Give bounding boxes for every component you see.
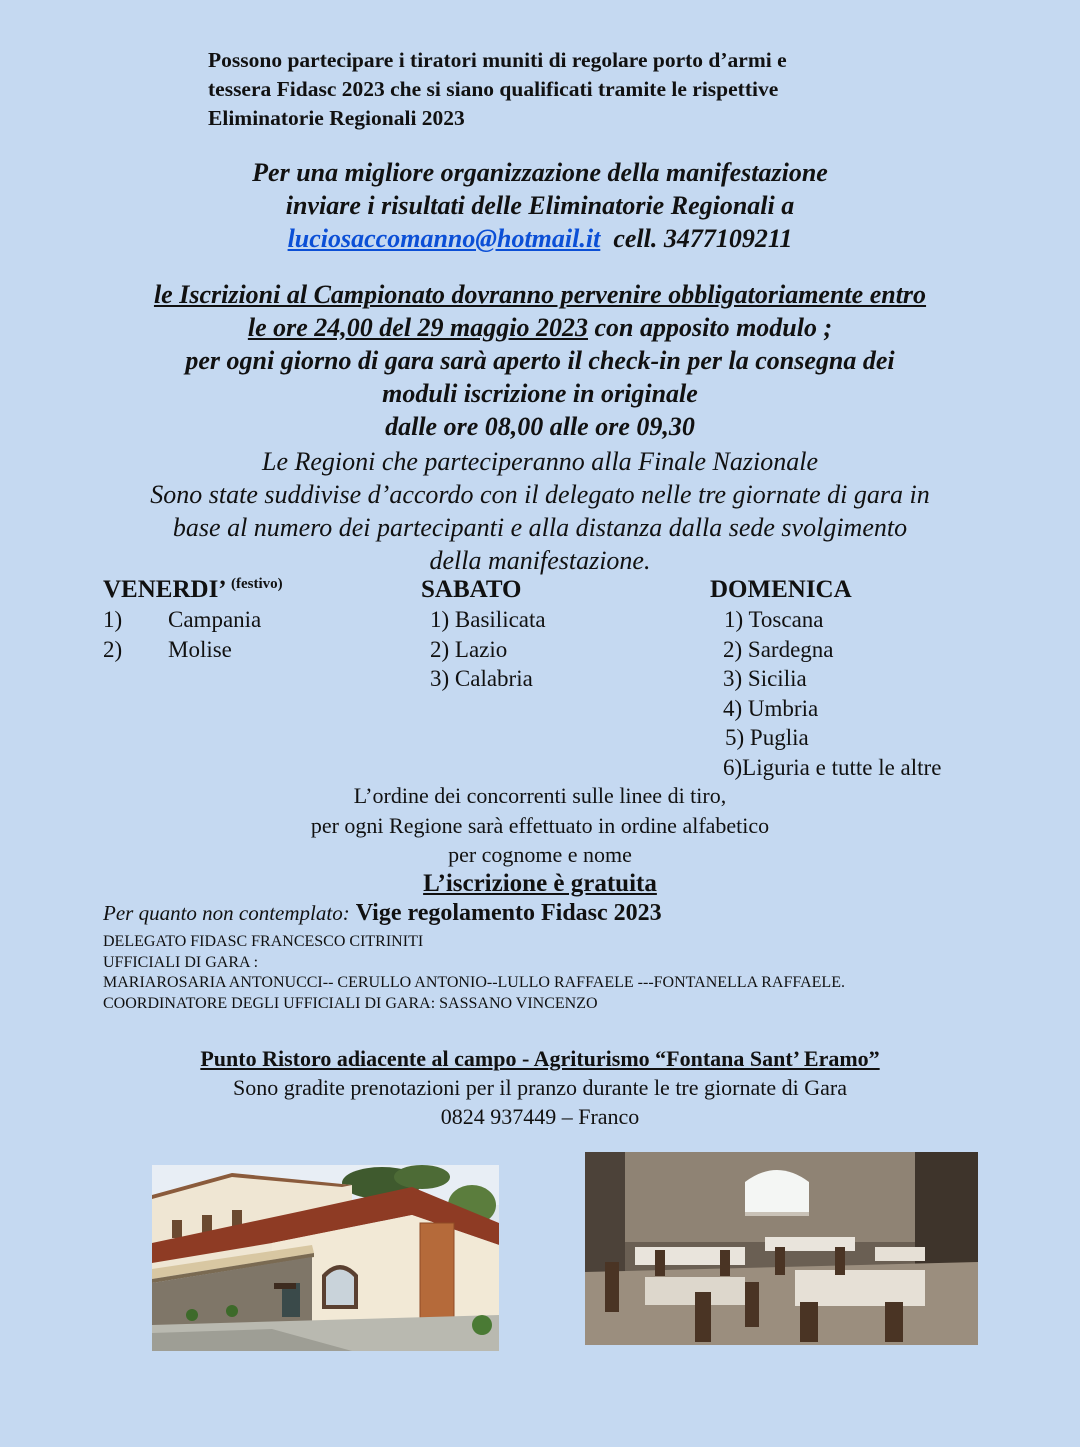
regulation-label: Per quanto non contemplato: [103, 901, 350, 925]
regions-line: Sono state suddivise d’accordo con il delegato nelle tre giornate di gara in [150, 480, 930, 509]
registration-deadline [0, 311, 1080, 344]
venerdi-title [103, 576, 283, 604]
dining-room-photo [585, 1152, 978, 1345]
registration-notice [0, 278, 1080, 443]
festivo-note: (festivo) [231, 576, 283, 592]
restaurant-phone: 0824 937449 – Franco [440, 1104, 640, 1129]
list-item: 6)Liguria e tutte le altre [723, 754, 942, 780]
list-item: 3) Sicilia [723, 666, 807, 691]
sabato-title: SABATO [421, 576, 522, 603]
coordinator-line: COORDINATORE DEGLI UFFICIALI DI GARA: SASSANO VINCENZO [103, 994, 598, 1012]
domenica-title: DOMENICA [710, 576, 852, 603]
registration-line: le Iscrizioni al Campionato dovranno pervenire obbligatoriamente entro [153, 280, 927, 309]
email-link[interactable]: luciosaccomanno@hotmail.it [287, 224, 601, 253]
restaurant-info [0, 1044, 1080, 1131]
item-number: 1) [103, 607, 123, 632]
list-item [103, 605, 261, 635]
officials-block [103, 932, 845, 1014]
checkin-line: per ogni giorno di gara sarà aperto il check-in per la consegna dei [185, 346, 895, 375]
regulation-value: Vige regolamento Fidasc 2023 [355, 900, 662, 926]
item-number: 2) [103, 636, 123, 662]
order-notice [0, 781, 1080, 870]
order-line: L’ordine dei concorrenti sulle linee di tiro, [353, 783, 727, 808]
officials-label: UFFICIALI DI GARA : [103, 953, 259, 971]
intro-line: tessera Fidasc 2023 che si siano qualificati tramite le rispettive [208, 77, 779, 101]
regions-line: Le Regioni che parteciperanno alla Finale Nazionale [261, 447, 819, 476]
restaurant-line: Sono gradite prenotazioni per il pranzo durante le tre giornate di Gara [233, 1075, 847, 1100]
list-item: 2) Lazio [430, 636, 508, 662]
farmhouse-exterior-photo [152, 1165, 499, 1351]
org-line: inviare i risultati delle Eliminatorie Regionali a [285, 191, 795, 220]
list-item: 4) Umbria [723, 695, 819, 721]
contact-line [0, 222, 1080, 255]
cell-number: cell. 3477109211 [613, 224, 793, 253]
intro-line: Possono partecipare i tiratori muniti di regolare porto d’armi e [208, 48, 787, 72]
org-line: Per una migliore organizzazione della manifestazione [252, 158, 828, 187]
regions-line: della manifestazione. [429, 546, 651, 575]
officials-names: MARIAROSARIA ANTONUCCI-- CERULLO ANTONIO--LULLO RAFFAELE ---FONTANELLA RAFFAELE. [103, 974, 845, 991]
delegate-line: DELEGATO FIDASC FRANCESCO CITRINITI [103, 933, 424, 950]
sabato-list [430, 605, 546, 694]
order-line: per cognome e nome [448, 842, 632, 867]
free-registration-heading: L’iscrizione è gratuita [423, 870, 657, 897]
regions-line: base al numero dei partecipanti e alla distanza dalla sede svolgimento [172, 513, 908, 542]
item-region: Campania [168, 607, 262, 632]
item-region: Molise [168, 636, 232, 662]
intro-line: Eliminatorie Regionali 2023 [208, 106, 465, 130]
regulation-line [103, 900, 662, 927]
list-item: 1) Basilicata [430, 607, 546, 632]
order-line: per ogni Regione sarà effettuato in ordine alfabetico [310, 812, 770, 838]
organization-notice [0, 156, 1080, 255]
list-item: 1) Toscana [724, 607, 824, 632]
venerdi-list [103, 605, 261, 664]
checkin-hours: dalle ore 08,00 alle ore 09,30 [385, 412, 695, 441]
list-item: 5) Puglia [725, 725, 809, 750]
venerdi-label: VENERDI’ [103, 576, 225, 603]
list-item: 3) Calabria [430, 666, 533, 691]
intro-paragraph [208, 46, 928, 133]
domenica-list [723, 605, 941, 782]
deadline-rest: con apposito modulo ; [588, 313, 833, 342]
list-item [103, 635, 261, 665]
list-item: 2) Sardegna [723, 636, 834, 662]
checkin-line: moduli iscrizione in originale [382, 379, 698, 408]
deadline-date: le ore 24,00 del 29 maggio 2023 [247, 313, 588, 342]
restaurant-title: Punto Ristoro adiacente al campo - Agriturismo “Fontana Sant’ Eramo” [200, 1046, 880, 1071]
regions-intro [0, 445, 1080, 577]
